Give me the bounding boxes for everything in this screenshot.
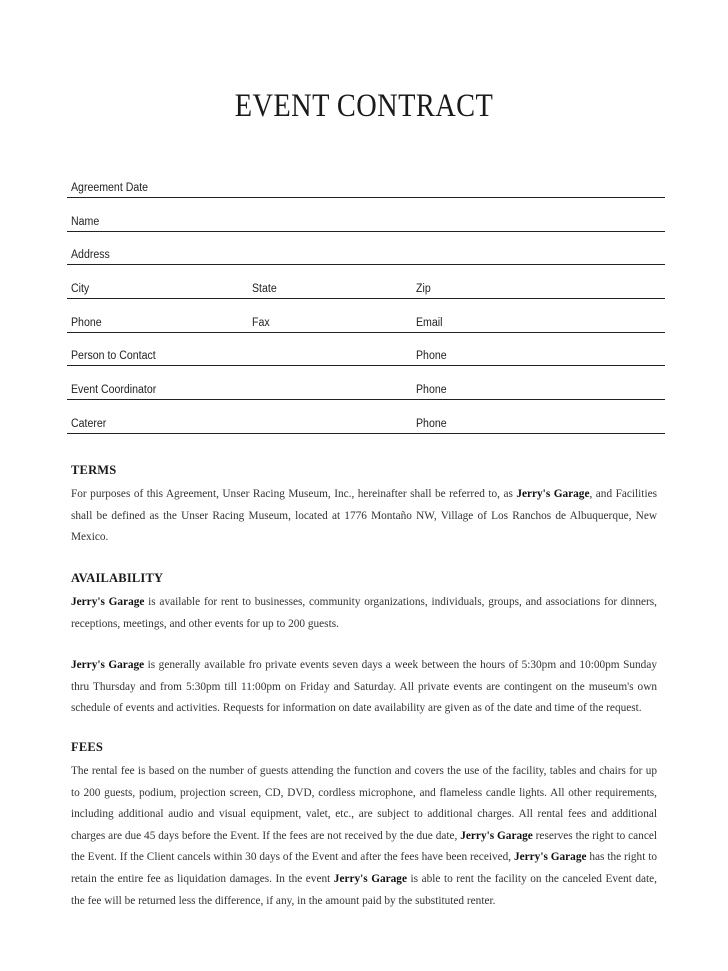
caterer-row[interactable] bbox=[67, 400, 665, 434]
brand-name: Jerry's Garage bbox=[460, 829, 533, 842]
page-title: EVENT CONTRACT bbox=[234, 88, 494, 124]
fees-section bbox=[71, 740, 657, 912]
agreement-date-label: Agreement Date bbox=[71, 182, 149, 194]
agreement-date-row[interactable] bbox=[67, 178, 665, 198]
fax-label: Fax bbox=[252, 316, 270, 329]
availability-heading: AVAILABILITY bbox=[71, 571, 164, 585]
terms-paragraph: For purposes of this Agreement, Unser Racing Museum, Inc., hereinafter shall be referred to, as Jerry's Garage, and Facilities shall be defined as the Unser Racing Museum, located at 1776 Montaño NW, Village of Los Ranchos de Albuquerque, New Mexico. bbox=[71, 488, 657, 544]
person-to-contact-label: Person to Contact bbox=[71, 350, 156, 363]
caterer-phone-label: Phone bbox=[416, 417, 447, 430]
brand-name: Jerry's Garage bbox=[71, 659, 145, 672]
city-state-zip-row[interactable] bbox=[67, 265, 665, 299]
fees-heading: FEES bbox=[71, 740, 104, 754]
brand-name: Jerry's Garage bbox=[516, 488, 590, 500]
phone-fax-email-row[interactable] bbox=[67, 299, 665, 333]
address-row[interactable] bbox=[67, 232, 665, 266]
email-label: Email bbox=[416, 316, 443, 329]
event-coordinator-label: Event Coordinator bbox=[71, 384, 157, 397]
brand-name: Jerry's Garage bbox=[333, 872, 407, 885]
state-label: State bbox=[252, 283, 277, 296]
terms-heading: TERMS bbox=[71, 463, 117, 477]
contact-phone-label: Phone bbox=[416, 350, 447, 363]
event-coordinator-row[interactable] bbox=[67, 366, 665, 400]
zip-label: Zip bbox=[416, 283, 431, 296]
coordinator-phone-label: Phone bbox=[416, 384, 447, 397]
city-label: City bbox=[71, 283, 90, 296]
name-label: Name bbox=[71, 215, 100, 228]
brand-name: Jerry's Garage bbox=[71, 596, 145, 608]
caterer-label: Caterer bbox=[71, 417, 107, 430]
availability-section bbox=[71, 571, 657, 720]
availability-paragraph-2: Jerry's Garage is generally available fro private events seven days a week between the hours of 5:30pm and 10:00pm Sunday thru Thursday and from 5:30pm till 11:00pm on Friday and Saturday. All private events are contingent on the museum's own schedule of events and activities. Requests for information on date availability are given as of the date and time of the request. bbox=[71, 659, 657, 715]
person-to-contact-row[interactable] bbox=[67, 333, 665, 367]
contact-form bbox=[67, 178, 665, 434]
brand-name: Jerry's Garage bbox=[513, 851, 587, 864]
availability-paragraph-1: Jerry's Garage is available for rent to businesses, community organizations, individuals, groups, and associations for dinners, receptions, meetings, and other events for up to 200 guests. bbox=[71, 596, 657, 630]
terms-section bbox=[71, 463, 657, 549]
phone-label: Phone bbox=[71, 316, 102, 329]
name-row[interactable] bbox=[67, 198, 665, 232]
fees-paragraph: The rental fee is based on the number of guests attending the function and covers the use of the facility, tables and chairs for up to 200 guests, podium, projection screen, CD, DVD, cordless microphone, and flameless candle lights. All other requirements, including additional audio and visual equipment, valet, etc., are subject to additional charges. All rental fees and additional charges are due 45 days before the Event. If the fees are not received by the due date, Jerry's Garage reserves the right to cancel the Event. If the Client cancels within 30 days of the Event and after the fees have been received, Jerry's Garage has the right to retain the entire fee as liquidation damages. In the event Jerry's Garage is able to rent the facility on the canceled Event date, the fee will be returned less the difference, if any, in the amount paid by the substituted renter. bbox=[71, 765, 657, 907]
address-label: Address bbox=[71, 249, 110, 262]
